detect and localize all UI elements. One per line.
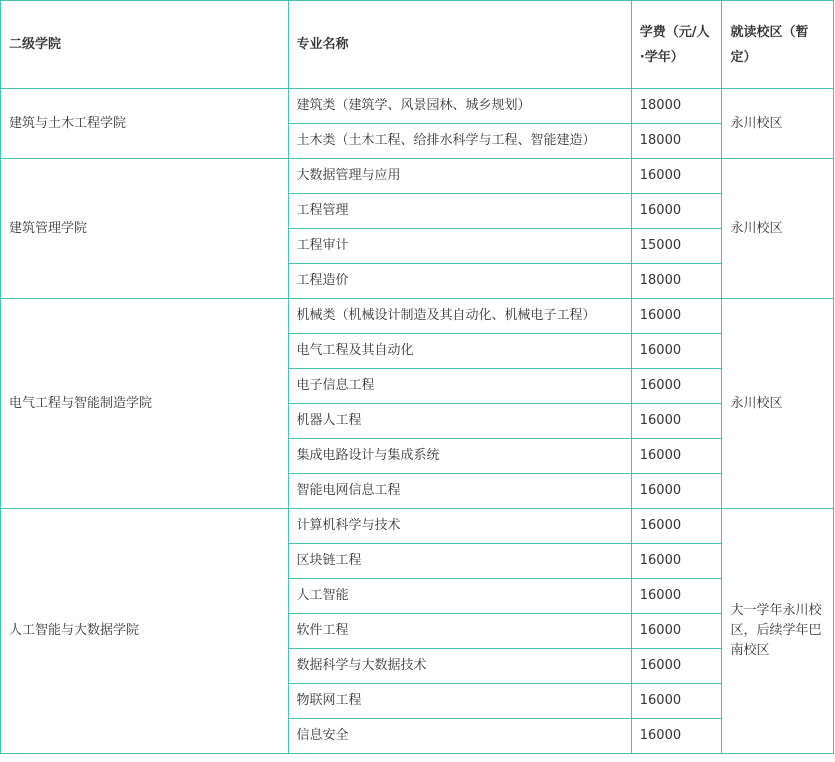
- major-cell: 信息安全: [288, 719, 631, 754]
- major-cell: 电子信息工程: [288, 369, 631, 404]
- fee-cell: 16000: [631, 159, 722, 194]
- major-cell: 大数据管理与应用: [288, 159, 631, 194]
- table-row: [1, 509, 834, 544]
- campus-cell: 大一学年永川校区，后续学年巴南校区: [722, 509, 834, 754]
- fee-cell: 18000: [631, 89, 722, 124]
- major-cell: 人工智能: [288, 579, 631, 614]
- fee-cell: 16000: [631, 649, 722, 684]
- table-header-row: [1, 1, 834, 89]
- fee-cell: 15000: [631, 229, 722, 264]
- major-cell: 软件工程: [288, 614, 631, 649]
- fee-cell: 16000: [631, 299, 722, 334]
- header-college: 二级学院: [1, 1, 289, 89]
- major-cell: 区块链工程: [288, 544, 631, 579]
- major-cell: 物联网工程: [288, 684, 631, 719]
- fee-cell: 16000: [631, 194, 722, 229]
- fee-cell: 16000: [631, 544, 722, 579]
- fee-cell: 16000: [631, 369, 722, 404]
- header-major: 专业名称: [288, 1, 631, 89]
- fee-cell: 16000: [631, 614, 722, 649]
- fee-cell: 18000: [631, 264, 722, 299]
- major-cell: 建筑类（建筑学、风景园林、城乡规划）: [288, 89, 631, 124]
- table-row: [1, 89, 834, 124]
- major-cell: 计算机科学与技术: [288, 509, 631, 544]
- major-cell: 工程造价: [288, 264, 631, 299]
- major-cell: 土木类（土木工程、给排水科学与工程、智能建造）: [288, 124, 631, 159]
- major-cell: 电气工程及其自动化: [288, 334, 631, 369]
- table-body: [1, 89, 834, 754]
- college-cell: 电气工程与智能制造学院: [1, 299, 289, 509]
- fee-cell: 16000: [631, 509, 722, 544]
- fee-cell: 16000: [631, 719, 722, 754]
- campus-cell: 永川校区: [722, 159, 834, 299]
- fee-cell: 16000: [631, 684, 722, 719]
- table-row: [1, 159, 834, 194]
- major-cell: 数据科学与大数据技术: [288, 649, 631, 684]
- fee-cell: 16000: [631, 404, 722, 439]
- fee-cell: 16000: [631, 439, 722, 474]
- major-cell: 机器人工程: [288, 404, 631, 439]
- major-cell: 工程管理: [288, 194, 631, 229]
- college-cell: 建筑管理学院: [1, 159, 289, 299]
- table-row: [1, 299, 834, 334]
- fee-cell: 16000: [631, 579, 722, 614]
- major-cell: 工程审计: [288, 229, 631, 264]
- campus-cell: 永川校区: [722, 89, 834, 159]
- header-campus: 就读校区（暂定）: [722, 1, 834, 89]
- major-cell: 集成电路设计与集成系统: [288, 439, 631, 474]
- campus-cell: 永川校区: [722, 299, 834, 509]
- college-cell: 建筑与土木工程学院: [1, 89, 289, 159]
- fee-cell: 16000: [631, 474, 722, 509]
- major-cell: 机械类（机械设计制造及其自动化、机械电子工程）: [288, 299, 631, 334]
- major-cell: 智能电网信息工程: [288, 474, 631, 509]
- fee-cell: 16000: [631, 334, 722, 369]
- header-fee: 学费（元/人·学年）: [631, 1, 722, 89]
- college-cell: 人工智能与大数据学院: [1, 509, 289, 754]
- fee-cell: 18000: [631, 124, 722, 159]
